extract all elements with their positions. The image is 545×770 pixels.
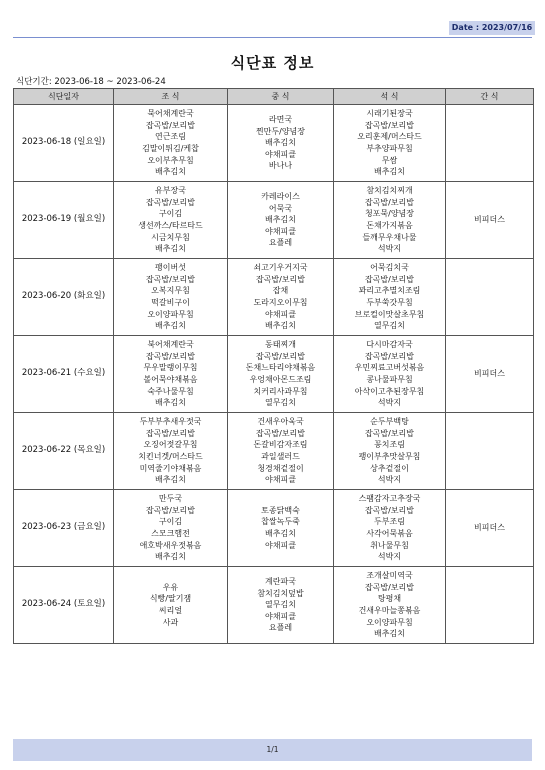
menu-item: 미역줄기야채볶음: [139, 463, 202, 473]
menu-item: 잡곡밥/보리밥: [364, 120, 415, 130]
breakfast-cell: [114, 490, 228, 567]
menu-item: 오복지무침: [151, 286, 190, 296]
date-cell: 2023-06-18 (일요일): [14, 105, 114, 182]
menu-item: 유부장국: [155, 186, 186, 196]
lunch-cell: [228, 259, 334, 336]
menu-item: 찹쌀녹두죽: [261, 517, 300, 527]
menu-item: 볼어묵야채볶음: [143, 375, 198, 384]
menu-item: 시금치무침: [151, 232, 190, 242]
column-header-snack: 간 식: [446, 89, 534, 105]
menu-item: 시래기된장국: [366, 109, 413, 119]
menu-item: 잡곡밥/보리밥: [364, 274, 415, 284]
menu-item: 배추김치: [155, 321, 186, 331]
menu-item: 김말이튀김/케찹: [142, 144, 199, 153]
menu-item: 꽁치조림: [374, 440, 405, 450]
menu-item: 배추김치: [374, 629, 405, 639]
menu-item: 계란파국: [265, 577, 296, 587]
menu-item: 오이양파무침: [366, 617, 413, 627]
menu-item: 돈채가지볶음: [366, 221, 413, 230]
menu-item: 들깨무우채나물: [362, 232, 417, 242]
snack-cell: [446, 336, 534, 413]
menu-item: 스팸감자고추장국: [358, 494, 421, 504]
menu-item: 잡곡밥/보리밥: [364, 428, 415, 438]
page-title: 식단표 정보: [230, 54, 315, 72]
menu-item: 배추김치: [265, 529, 296, 538]
dinner-cell: [334, 259, 446, 336]
menu-item: 돈갈비감자조림: [253, 440, 308, 450]
menu-item: 열무김치: [265, 600, 296, 610]
menu-item: 두부조림: [374, 517, 405, 527]
menu-item: 무쌈: [381, 155, 398, 165]
menu-item: 오이양파무침: [147, 309, 194, 319]
menu-item: 오징어젓갈무침: [143, 440, 198, 450]
menu-item: 연근조림: [155, 132, 186, 142]
menu-item: 토종닭백숙: [261, 505, 300, 515]
dinner-cell: [334, 490, 446, 567]
date-cell: 2023-06-20 (화요일): [14, 259, 114, 336]
meal-table: [13, 88, 534, 644]
lunch-cell: [228, 413, 334, 490]
dinner-cell: [334, 182, 446, 259]
menu-item: 잡곡밥/보리밥: [364, 505, 415, 515]
table-row: [14, 490, 534, 567]
menu-item: 상추겉절이: [370, 463, 409, 473]
dinner-cell: [334, 336, 446, 413]
table-row: [14, 182, 534, 259]
menu-item: 배추김치: [265, 138, 296, 148]
breakfast-cell: [114, 567, 228, 644]
menu-item: 석박지: [377, 552, 402, 562]
menu-item: 우유: [162, 582, 179, 592]
menu-item: 찐만두/양념장: [255, 126, 306, 136]
table-row: [14, 413, 534, 490]
page-number: 1/1: [266, 745, 279, 754]
menu-item: 비피더스: [474, 215, 505, 225]
menu-item: 팽이버섯: [155, 263, 186, 273]
column-header-lunch: 중 식: [228, 89, 334, 105]
menu-item: 동태찌개: [265, 340, 296, 350]
menu-item: 꽈리고추멸치조림: [358, 286, 421, 296]
date-cell: 2023-06-23 (금요일): [14, 490, 114, 567]
menu-item: 과일샐러드: [261, 452, 300, 461]
menu-item: 참치김치찌개: [366, 186, 413, 196]
menu-item: 잡곡밥/보리밥: [255, 428, 306, 438]
table-row: [14, 105, 534, 182]
menu-item: 숙주나물무침: [147, 386, 194, 396]
menu-item: 우민찌료고버섯볶음: [354, 363, 425, 373]
menu-item: 잡곡밥/보리밥: [145, 428, 196, 438]
snack-cell: [446, 105, 534, 182]
dinner-cell: [334, 413, 446, 490]
menu-item: 탕평채: [377, 594, 402, 604]
menu-item: 쇠고기우거지국: [253, 263, 308, 273]
menu-item: 치커리사과무침: [253, 386, 308, 396]
menu-item: 씨리얼: [158, 606, 183, 615]
breakfast-cell: [114, 182, 228, 259]
menu-item: 어묵국: [268, 203, 293, 213]
menu-item: 배추김치: [265, 321, 296, 331]
menu-item: 식빵/딸기잼: [149, 594, 192, 604]
column-header-dinner: 석 식: [334, 89, 446, 105]
menu-item: 잡곡밥/보리밥: [145, 505, 196, 515]
menu-item: 어묵김치국: [370, 263, 409, 273]
dinner-cell: [334, 567, 446, 644]
lunch-cell: [228, 567, 334, 644]
menu-item: 조개살미역국: [366, 571, 413, 581]
menu-item: 야채피클: [265, 226, 296, 236]
menu-item: 배추김치: [155, 244, 186, 254]
menu-item: 배추김치: [374, 167, 405, 177]
snack-cell: [446, 567, 534, 644]
breakfast-cell: [114, 413, 228, 490]
menu-item: 카레라이스: [261, 192, 300, 202]
date-cell: 2023-06-21 (수요일): [14, 336, 114, 413]
menu-item: 배추김치: [155, 552, 186, 562]
menu-item: 사각어묵볶음: [366, 529, 413, 538]
breakfast-cell: [114, 259, 228, 336]
menu-item: 도라지오이무침: [253, 298, 308, 307]
menu-item: 콩나물파무침: [366, 375, 413, 384]
menu-item: 두부쑥갓무침: [366, 298, 413, 307]
menu-item: 잡곡밥/보리밥: [145, 120, 196, 130]
menu-item: 배추김치: [155, 475, 186, 485]
menu-item: 요플레: [268, 623, 293, 633]
meal-period: 식단기간: 2023-06-18 ~ 2023-06-24: [16, 77, 166, 87]
menu-item: 잡곡밥/보리밥: [364, 582, 415, 592]
menu-item: 배추김치: [155, 167, 186, 177]
menu-item: 바나나: [268, 161, 293, 171]
date-cell: 2023-06-22 (목요일): [14, 413, 114, 490]
table-row: [14, 567, 534, 644]
menu-item: 구이김: [158, 209, 183, 219]
menu-item: 야채피클: [265, 149, 296, 159]
menu-item: 비피더스: [474, 523, 505, 533]
menu-item: 건새우마늘쫑볶음: [358, 606, 421, 615]
menu-item: 야채피클: [265, 475, 296, 485]
menu-item: 열무김치: [265, 398, 296, 408]
menu-item: 야채피클: [265, 611, 296, 621]
menu-item: 야채피클: [265, 540, 296, 550]
menu-item: 석박지: [377, 244, 402, 254]
menu-item: 야채피클: [265, 309, 296, 319]
menu-item: 참치김치덮밥: [257, 588, 304, 598]
menu-item: 열무김치: [374, 321, 405, 331]
title-divider: [13, 37, 532, 38]
menu-item: 요플레: [268, 238, 293, 248]
menu-item: 스모크햄전: [151, 529, 190, 538]
lunch-cell: [228, 336, 334, 413]
date-cell: 2023-06-19 (월요일): [14, 182, 114, 259]
menu-item: 치킨너겟/머스타드: [138, 452, 203, 461]
menu-item: 청포묵/양념장: [364, 209, 415, 219]
column-header-date: 식단일자: [14, 89, 114, 105]
snack-cell: [446, 490, 534, 567]
menu-item: 비피더스: [474, 369, 505, 379]
date-cell: 2023-06-24 (토요일): [14, 567, 114, 644]
menu-item: 잡곡밥/보리밥: [255, 351, 306, 361]
menu-item: 잡채: [272, 286, 289, 296]
menu-item: 애호박새우젓볶음: [139, 540, 202, 550]
table-body: [14, 105, 534, 644]
menu-item: 떡갈비구이: [151, 298, 190, 307]
column-header-breakfast: 조 식: [114, 89, 228, 105]
lunch-cell: [228, 105, 334, 182]
menu-item: 라면국: [268, 115, 293, 125]
lunch-cell: [228, 490, 334, 567]
menu-item: 잡곡밥/보리밥: [145, 274, 196, 284]
menu-item: 다시마감자국: [366, 340, 413, 350]
menu-item: 돈채느타리야채볶음: [245, 363, 316, 373]
lunch-cell: [228, 182, 334, 259]
menu-item: 오리훈제/머스타드: [357, 132, 422, 142]
table-row: [14, 259, 534, 336]
snack-cell: [446, 259, 534, 336]
menu-item: 잡곡밥/보리밥: [145, 351, 196, 361]
menu-item: 취나물무침: [370, 540, 409, 550]
menu-item: 잡곡밥/보리밥: [364, 197, 415, 207]
dinner-cell: [334, 105, 446, 182]
menu-item: 아삭이고추된장무침: [354, 386, 425, 396]
menu-item: 부추양파무침: [366, 144, 413, 153]
menu-item: 구이김: [158, 517, 183, 527]
menu-item: 두부부추새우젓국: [139, 417, 202, 427]
table-header-row: [14, 89, 534, 105]
menu-item: 팽이부추맛살무침: [358, 452, 421, 461]
menu-item: 우엉채아몬드조림: [249, 375, 312, 384]
menu-item: 배추김치: [265, 215, 296, 225]
menu-item: 북어채계란국: [147, 340, 194, 350]
snack-cell: [446, 413, 534, 490]
menu-item: 잡곡밥/보리밥: [364, 351, 415, 361]
menu-item: 무우말랭이무침: [143, 363, 198, 373]
breakfast-cell: [114, 105, 228, 182]
menu-item: 잡곡밥/보리밥: [255, 274, 306, 284]
menu-item: 배추김치: [155, 398, 186, 408]
menu-item: 만두국: [158, 494, 183, 504]
menu-item: 순두부백탕: [370, 417, 409, 427]
menu-item: 브로컬이맛살초무침: [354, 309, 425, 319]
menu-item: 석박지: [377, 475, 402, 485]
menu-item: 사과: [162, 617, 179, 627]
snack-cell: [446, 182, 534, 259]
menu-item: 묵어채계란국: [147, 109, 194, 119]
menu-item: 잡곡밥/보리밥: [145, 197, 196, 207]
page-footer: [13, 739, 532, 761]
menu-item: 청경채겉절이: [257, 463, 304, 473]
menu-item: 오이부추무침: [147, 155, 194, 165]
date-badge: Date : 2023/07/16: [449, 21, 535, 35]
table-row: [14, 336, 534, 413]
menu-item: 건새우아욱국: [257, 417, 304, 427]
menu-item: 석박지: [377, 398, 402, 408]
breakfast-cell: [114, 336, 228, 413]
menu-item: 생선까스/타르타드: [138, 221, 203, 230]
